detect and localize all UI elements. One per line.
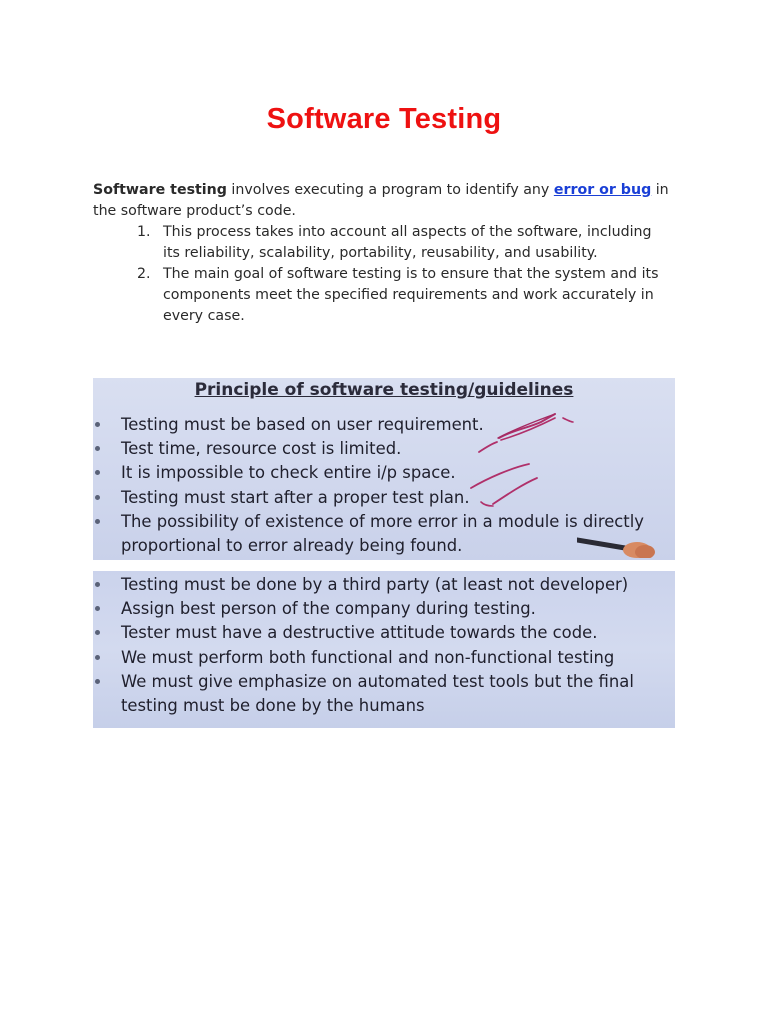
list-item-text: This process takes into account all aspects of the software, including its reliability, scalability, portability, reusability, and usability. [163, 224, 652, 261]
points-list [93, 222, 683, 327]
slide-bullet-text: Tester must have a destructive attitude towards the code. [121, 623, 598, 643]
slide-bullet-item [93, 670, 675, 718]
slide-heading: Principle of software testing/guidelines [194, 380, 574, 400]
slide-bullet-text: We must perform both functional and non-functional testing [121, 647, 615, 667]
slide-bullet-text: We must give emphasize on automated test tools but the final testing must be done by the humans [121, 671, 634, 716]
bullet-icon [95, 630, 100, 635]
bullet-icon [95, 582, 100, 587]
pointer-hand-icon [577, 528, 657, 558]
guidelines-slide-image [93, 571, 675, 728]
list-item-text: The main goal of software testing is to ensure that the system and its components meet the specified requirements and work accurately in every case. [163, 266, 659, 324]
slide-bullet-list [93, 573, 675, 718]
slide-bullet-text: Testing must be based on user requirement. [121, 415, 484, 434]
list-item-number: 1. [137, 224, 151, 240]
intro-text-after-link: in the software product’s code. [93, 182, 669, 219]
page-title: Software Testing [266, 103, 502, 136]
intro-paragraph [93, 180, 683, 222]
slide-bullet-text: The possibility of existence of more error in a module is directly proportional to error already being found. [121, 511, 644, 556]
intro-term: Software testing [93, 182, 227, 198]
intro-text-before-link: involves executing a program to identify any [226, 182, 554, 198]
error-or-bug-link[interactable]: error or bug [553, 182, 652, 198]
slide-bullet-text: Testing must start after a proper test plan. [121, 487, 470, 507]
list-item [93, 222, 683, 264]
list-item-number: 2. [137, 266, 151, 282]
slide-bullet-text: It is impossible to check entire i/p space. [121, 463, 456, 483]
list-item [93, 264, 683, 327]
slide-bullet-text: Test time, resource cost is limited. [121, 439, 402, 459]
bullet-icon [95, 679, 100, 684]
slide-bullet-text: Assign best person of the company during testing. [121, 599, 536, 619]
principles-slide-image [93, 378, 675, 560]
slide-bullet-item [93, 621, 675, 645]
slide-bullet-item [93, 646, 675, 670]
bullet-icon [95, 606, 100, 611]
slide-bullet-text: Testing must be done by a third party (at least not developer) [121, 575, 629, 594]
bullet-icon [95, 655, 100, 660]
slide-bullet-item [93, 573, 675, 597]
slide-bullet-item [93, 597, 675, 621]
